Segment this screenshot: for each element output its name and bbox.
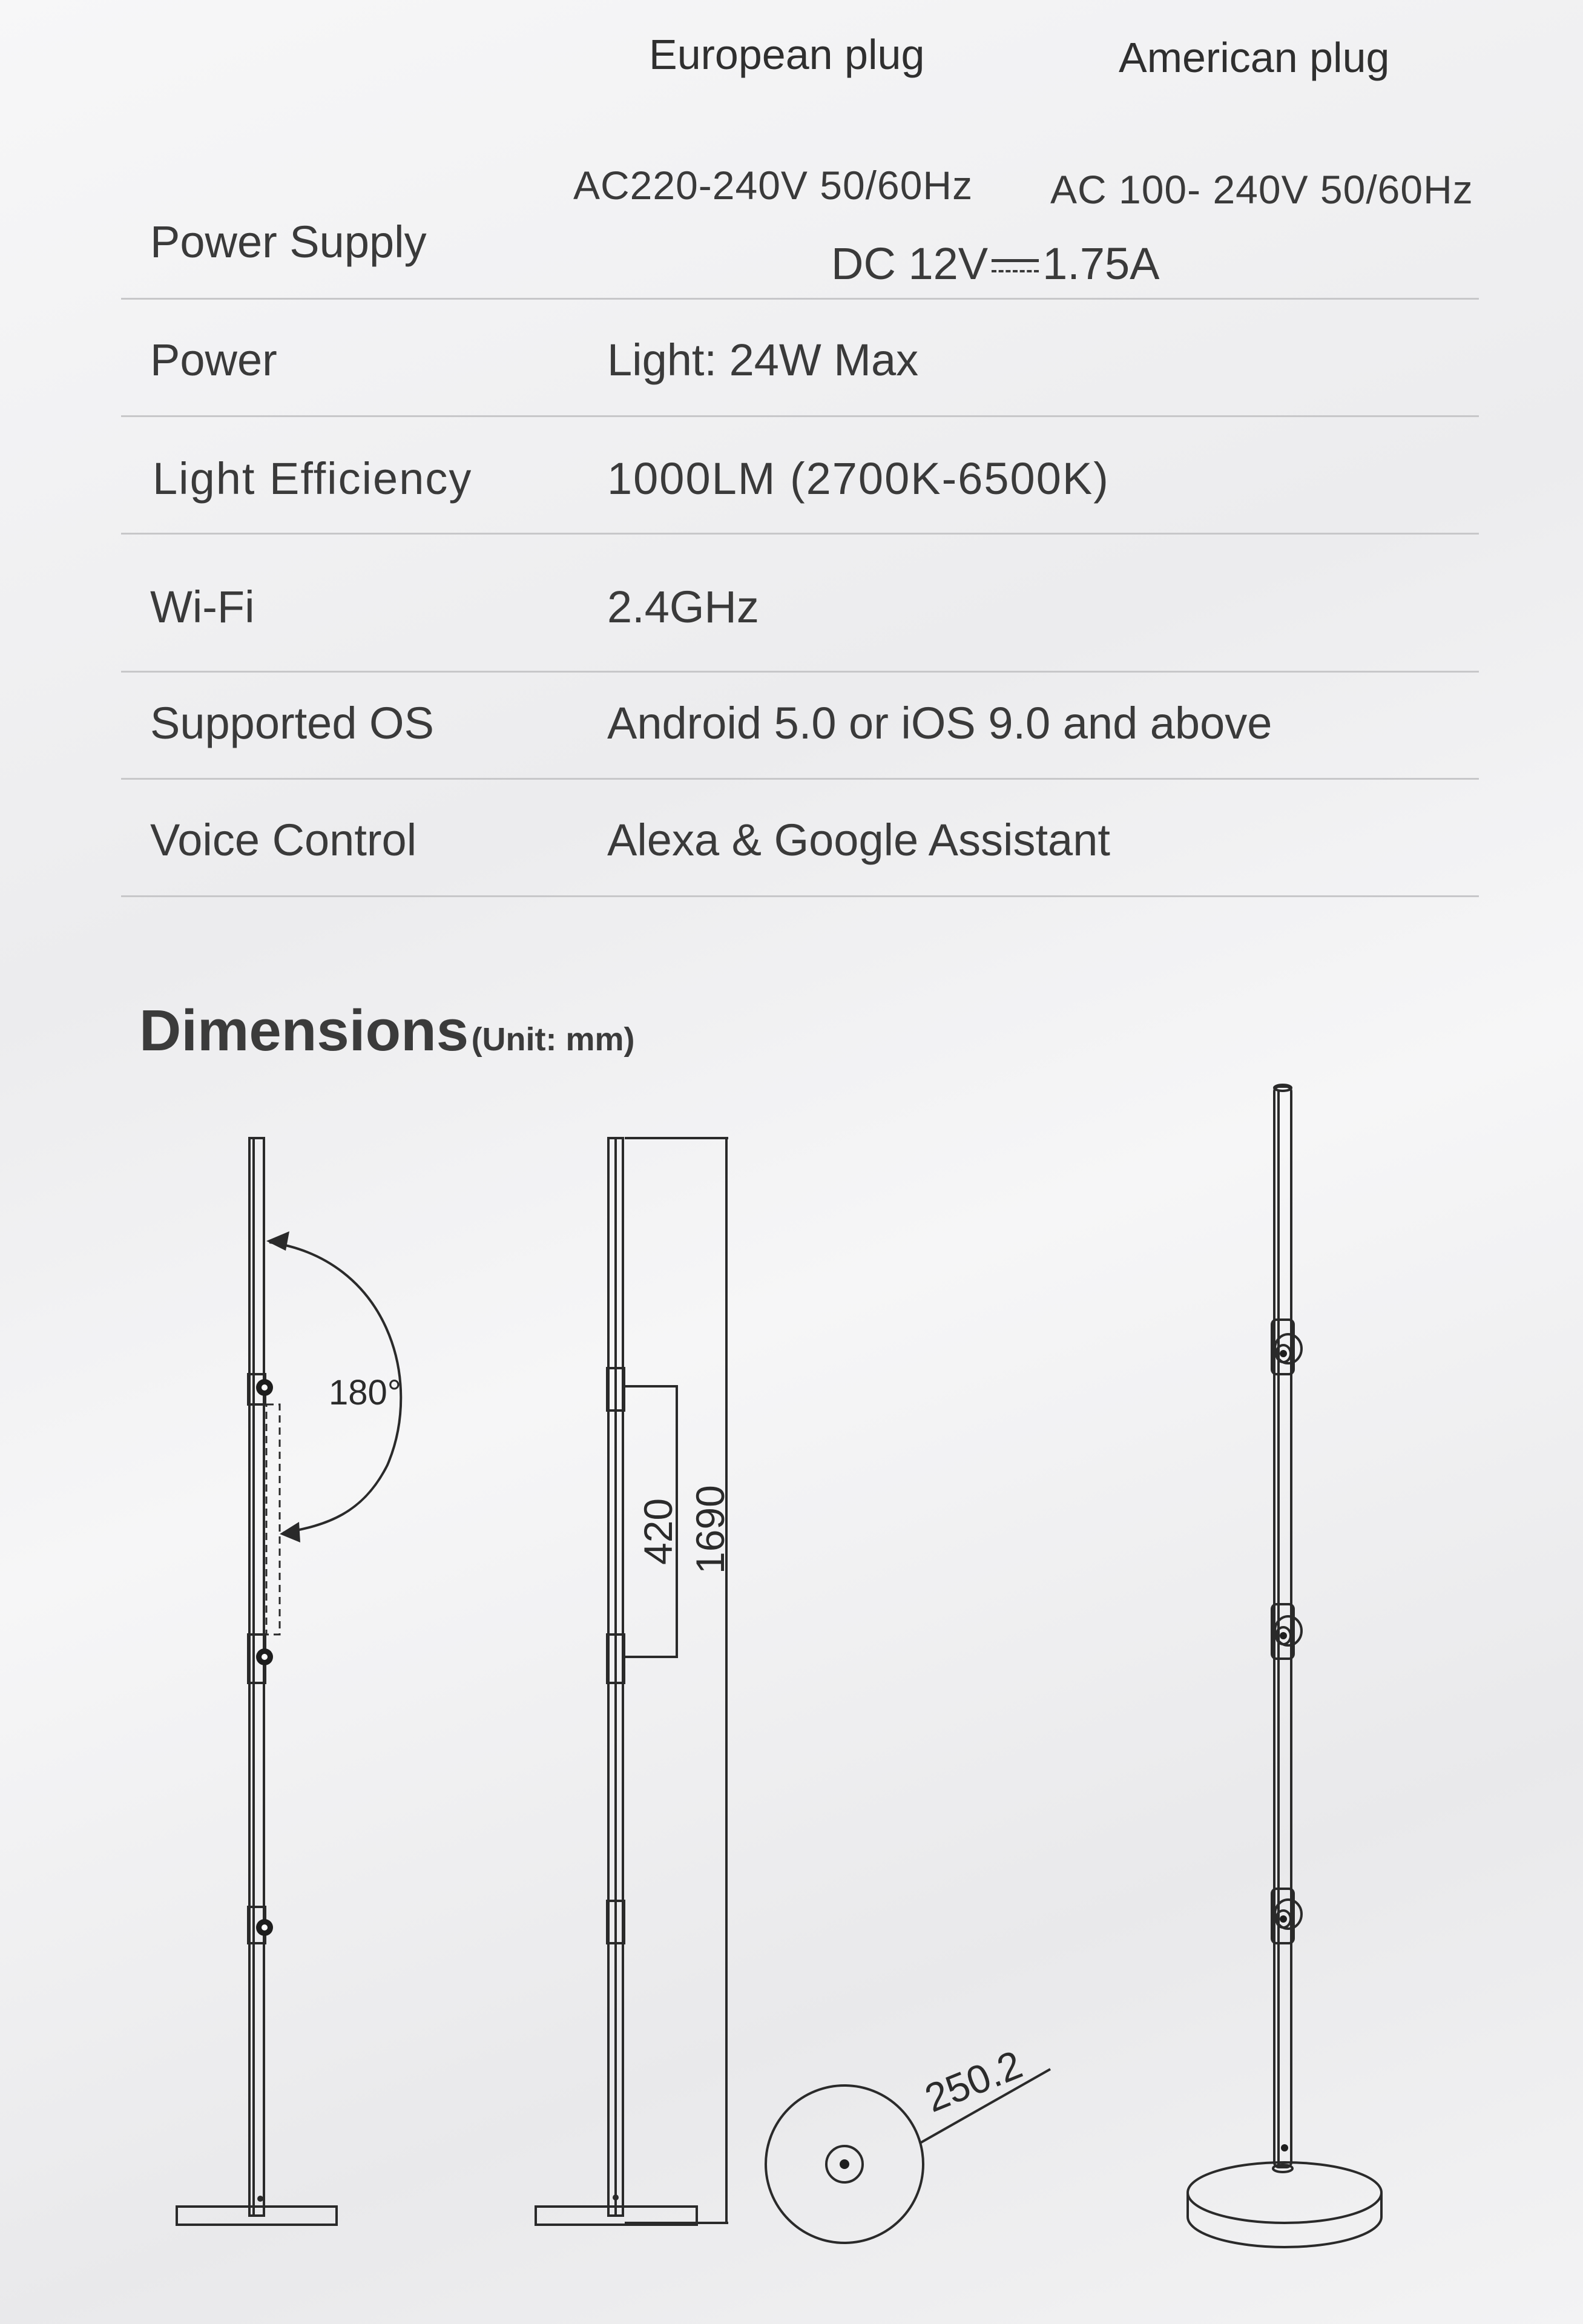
segment-height-label: 420 [636, 1498, 680, 1565]
value-american-ac: AC 100- 240V 50/60Hz [1050, 167, 1473, 212]
base-diameter-label: 250.2 [918, 2041, 1028, 2121]
header-european-plug: European plug [649, 31, 925, 78]
dimensions-title: Dimensions [139, 998, 469, 1063]
lamp-rotation-view [177, 1138, 401, 2225]
base-top-view [766, 2069, 1050, 2243]
value-light-efficiency: 1000LM (2700K-6500K) [607, 453, 1110, 504]
label-supported-os: Supported OS [150, 698, 434, 748]
lamp-perspective-view [1188, 1085, 1381, 2247]
label-power: Power [150, 335, 277, 385]
lamp-height-view [536, 1138, 728, 2225]
rotation-angle-label: 180° [329, 1373, 401, 1412]
label-voice-control: Voice Control [150, 815, 417, 865]
dc-current: 1.75A [1042, 239, 1160, 289]
label-wifi: Wi-Fi [150, 582, 255, 632]
label-light-efficiency: Light Efficiency [153, 453, 473, 504]
value-supported-os: Android 5.0 or iOS 9.0 and above [607, 698, 1272, 748]
value-voice-control: Alexa & Google Assistant [607, 815, 1110, 865]
dimensions-unit: (Unit: mm) [471, 1021, 635, 1058]
header-american-plug: American plug [1119, 34, 1390, 81]
value-power: Light: 24W Max [607, 335, 919, 385]
label-power-supply: Power Supply [150, 217, 427, 267]
value-wifi: 2.4GHz [607, 582, 759, 632]
total-height-label: 1690 [688, 1485, 732, 1574]
value-european-ac: AC220-240V 50/60Hz [573, 163, 973, 208]
dc-voltage: DC 12V [831, 239, 989, 289]
